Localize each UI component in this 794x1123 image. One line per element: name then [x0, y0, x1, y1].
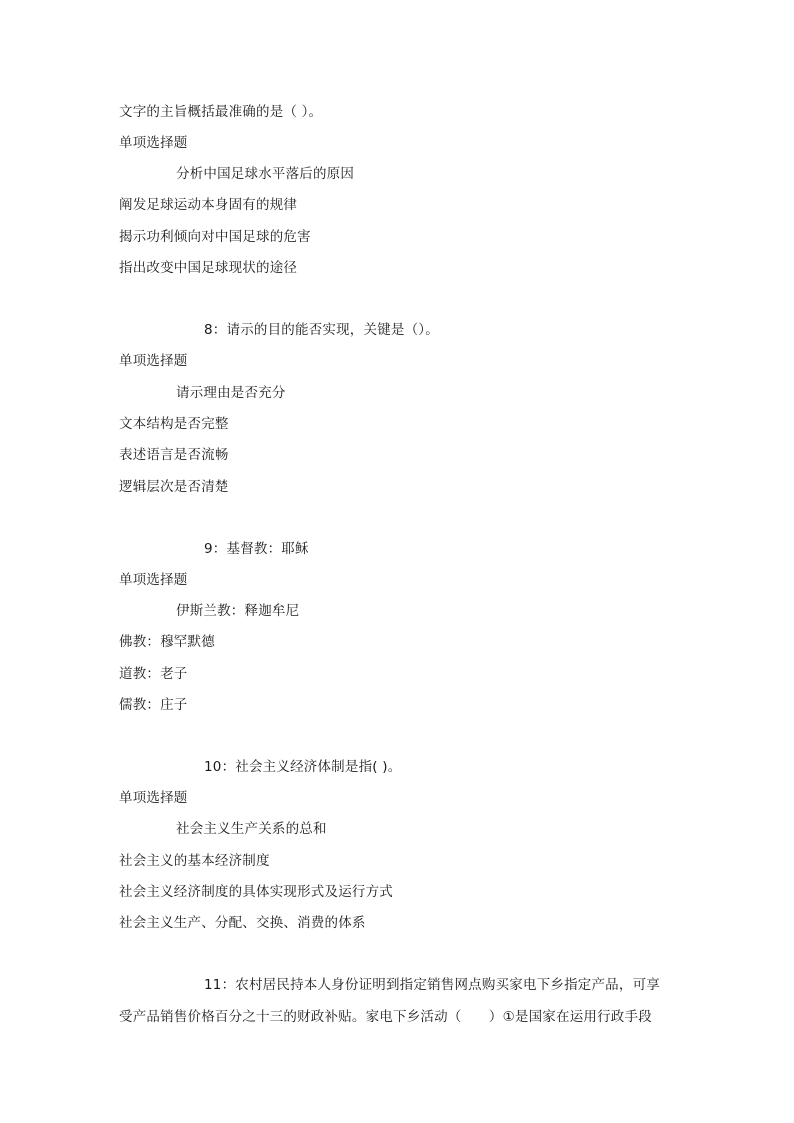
- q7-option-d: 指出改变中国足球现状的途径: [119, 260, 298, 276]
- q9-type: 单项选择题: [119, 572, 188, 588]
- q8-option-b: 文本结构是否完整: [119, 416, 229, 432]
- q9-option-c: 道教：老子: [119, 666, 188, 682]
- q8-type: 单项选择题: [119, 353, 188, 369]
- q9-option-d: 儒教：庄子: [119, 697, 188, 713]
- q8-stem: 8：请示的目的能否实现，关键是（）。: [204, 322, 439, 338]
- q9-option-b: 佛教：穆罕默德: [119, 634, 215, 650]
- q10-option-a: 社会主义生产关系的总和: [176, 821, 327, 837]
- q11-stem-line2: 受产品销售价格百分之十三的财政补贴。家电下乡活动（ ）①是国家在运用行政手段: [119, 1009, 652, 1025]
- q8-option-d: 逻辑层次是否清楚: [119, 479, 229, 495]
- q7-option-c: 揭示功利倾向对中国足球的危害: [119, 229, 311, 245]
- q10-type: 单项选择题: [119, 790, 188, 806]
- q8-option-c: 表述语言是否流畅: [119, 447, 229, 463]
- q9-stem: 9：基督教：耶稣: [204, 541, 309, 557]
- q10-option-c: 社会主义经济制度的具体实现形式及运行方式: [119, 884, 393, 900]
- q10-option-d: 社会主义生产、分配、交换、消费的体系: [119, 915, 366, 931]
- q10-stem: 10：社会主义经济体制是指( )。: [204, 759, 402, 775]
- q7-type: 单项选择题: [119, 135, 188, 151]
- q9-option-a: 伊斯兰教：释迦牟尼: [176, 603, 300, 619]
- q11-stem-line1: 11：农村居民持本人身份证明到指定销售网点购买家电下乡指定产品，可享: [204, 977, 660, 993]
- q7-option-b: 阐发足球运动本身固有的规律: [119, 197, 298, 213]
- q10-option-b: 社会主义的基本经济制度: [119, 853, 270, 869]
- q7-option-a: 分析中国足球水平落后的原因: [176, 166, 355, 182]
- q7-stem-tail: 文字的主旨概括最准确的是（ ）。: [119, 104, 323, 120]
- q8-option-a: 请示理由是否充分: [176, 385, 286, 401]
